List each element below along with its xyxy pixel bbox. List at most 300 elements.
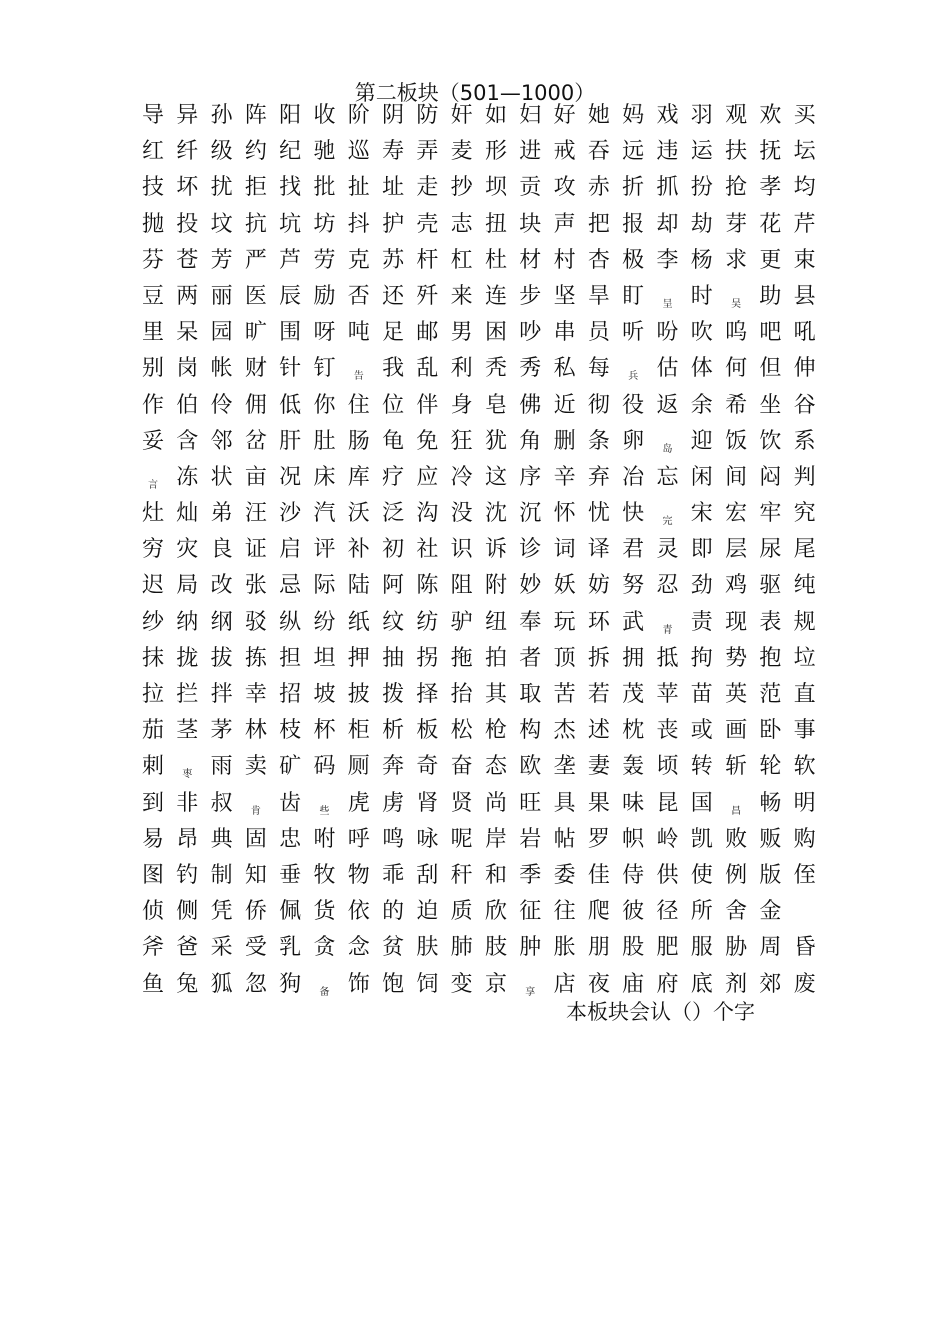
char-cell: 弃 [587,464,610,490]
char-row [135,279,820,315]
char-cell: 佩 [279,899,302,925]
char-cell: 奇 [416,754,439,780]
char-cell: 郊 [759,971,782,997]
char-cell: 闲 [690,464,713,490]
char-cell: 奸 [450,103,473,128]
char-cell: 奉 [519,609,542,635]
char-cell: 斩 [725,754,748,780]
char-cell: 刺 [141,754,164,780]
char-cell: 势 [725,645,748,671]
char-cell: 欣 [484,899,507,925]
char-cell: 红 [141,139,164,165]
char-cell: 帜 [622,826,645,852]
char-cell: 沈 [484,501,507,527]
char-cell: 坡 [313,682,336,707]
char-cell: 系 [793,428,816,454]
char-cell: 龟 [382,428,405,454]
char-cell: 寿 [382,139,405,165]
char-cell: 纷 [313,609,336,635]
char-cell: 秀 [519,356,542,382]
char-cell: 直 [793,682,816,707]
char-cell: 没 [450,501,473,527]
char-cell: 供 [656,862,679,888]
char-cell: 物 [347,862,370,888]
char-cell: 来 [450,283,473,309]
char-cell: 围 [279,320,302,346]
char-row [135,605,820,641]
char-cell: 委 [553,862,576,888]
char-cell: 述 [587,718,610,744]
char-cell: 违 [656,139,679,165]
char-cell: 肿 [519,935,542,961]
char-cell: 肺 [450,935,473,961]
char-cell: 扶 [725,139,748,165]
char-cell: 步 [519,283,542,309]
char-cell: 乳 [279,935,302,961]
char-cell: 吞 [587,139,610,165]
char-row [135,568,820,604]
char-cell: 彻 [587,392,610,418]
char-cell: 侍 [622,862,645,888]
char-row [135,786,820,822]
char-cell: 弟 [210,501,233,527]
char-cell: 她 [587,103,610,128]
char-cell: 爬 [587,899,610,925]
char-cell: 妨 [587,573,610,599]
char-cell [787,894,823,930]
char-cell: 罗 [587,826,610,852]
char-cell: 言 [148,479,158,491]
char-cell: 巡 [347,139,370,165]
char-cell: 吼 [793,320,816,346]
char-cell: 良 [210,537,233,563]
char-cell: 抗 [244,211,267,237]
char-cell: 兵 [628,371,639,383]
char-cell: 男 [450,320,473,346]
char-cell: 丽 [210,283,233,309]
char-cell: 尾 [793,537,816,563]
char-cell: 谷 [793,392,816,418]
char-cell: 李 [656,247,679,273]
char-cell: 纵 [279,609,302,635]
char-cell: 麦 [450,139,473,165]
char-cell: 沙 [279,501,302,527]
char-cell: 我 [382,356,405,382]
char-cell: 采 [210,935,233,961]
char-cell: 刮 [416,862,439,888]
char-cell: 抱 [759,645,782,671]
char-cell: 坑 [279,211,302,237]
char-cell: 孝 [759,175,782,201]
char-cell: 拒 [244,175,267,201]
char-cell: 但 [759,356,782,382]
char-cell: 雨 [210,754,233,780]
char-cell: 抹 [141,645,164,671]
char-cell: 爸 [176,935,199,961]
char-cell: 苍 [176,247,199,273]
char-cell: 妈 [622,103,645,128]
char-row [135,713,820,749]
char-cell: 松 [450,718,473,744]
char-cell: 剂 [725,971,748,997]
char-cell: 伯 [176,392,199,418]
char-cell: 抚 [759,139,782,165]
char-cell: 体 [690,356,713,382]
char-cell: 责 [690,609,713,635]
char-cell: 坊 [313,211,336,237]
char-cell: 呀 [313,320,336,346]
char-cell: 周 [759,935,782,961]
char-cell: 皂 [484,392,507,418]
char-cell: 听 [622,320,645,346]
char-cell: 抄 [450,175,473,201]
char-cell: 朋 [587,935,610,961]
char-row [135,641,820,677]
char-cell: 钓 [176,862,199,888]
char-cell: 足 [382,320,405,346]
char-cell: 转 [690,754,713,780]
char-cell: 辰 [279,283,302,309]
char-cell: 位 [382,392,405,418]
char-cell: 征 [519,899,542,925]
char-cell: 拥 [622,645,645,671]
char-cell: 杆 [416,247,439,273]
char-cell: 补 [347,537,370,563]
char-cell: 茄 [141,718,164,744]
char-cell: 励 [313,283,336,309]
char-cell: 花 [759,211,782,237]
char-cell: 妙 [519,573,542,599]
char-cell: 饮 [759,428,782,454]
char-cell: 希 [725,392,748,418]
char-cell: 知 [244,862,267,888]
char-cell: 庙 [622,971,645,997]
char-cell: 闷 [759,464,782,490]
char-cell: 弄 [416,139,439,165]
char-cell: 岸 [484,826,507,852]
char-cell: 财 [244,356,267,382]
char-cell: 余 [690,392,713,418]
char-row [135,894,820,930]
char-cell: 质 [450,899,473,925]
char-cell: 里 [141,320,164,346]
char-cell: 求 [725,247,748,273]
char-cell: 购 [793,826,816,852]
footer-prompt: 本板块会认（）个字 [566,1000,755,1024]
char-cell: 近 [553,392,576,418]
char-cell: 含 [176,428,199,454]
char-cell: 范 [759,682,782,707]
char-cell: 呢 [450,826,473,852]
char-cell: 犹 [484,428,507,454]
char-cell: 咏 [416,826,439,852]
char-cell: 启 [279,537,302,563]
char-cell: 纯 [793,573,816,599]
char-row [135,170,820,206]
char-cell: 芦 [279,247,302,273]
char-cell: 初 [382,537,405,563]
char-cell: 劫 [690,211,713,237]
char-cell: 构 [519,718,542,744]
char-cell: 冶 [622,464,645,490]
char-cell: 伴 [416,392,439,418]
char-cell: 贩 [759,826,782,852]
char-cell: 彼 [622,899,645,925]
char-cell: 如 [484,103,507,128]
char-cell: 忽 [244,971,267,997]
char-cell: 材 [519,247,542,273]
char-cell: 块 [519,211,542,237]
char-cell: 间 [725,464,748,490]
char-cell: 苹 [656,682,679,707]
char-cell: 识 [450,537,473,563]
char-cell: 软 [793,754,816,780]
char-cell: 扮 [690,175,713,201]
char-cell: 的 [382,899,405,925]
char-cell: 苦 [553,682,576,707]
char-cell: 所 [690,899,713,925]
char-cell: 肚 [313,428,336,454]
char-cell: 冻 [176,464,199,490]
char-cell: 妇 [519,103,542,128]
char-cell: 择 [416,682,439,707]
char-cell: 均 [793,175,816,201]
char-cell: 取 [519,682,542,707]
char-cell: 沃 [347,501,370,527]
char-cell: 钉 [313,356,336,382]
char-cell: 坛 [793,139,816,165]
char-cell: 吴 [731,298,742,310]
char-cell: 受 [244,935,267,961]
char-cell: 股 [622,935,645,961]
char-cell: 纸 [347,609,370,635]
char-cell: 吵 [519,320,542,346]
char-cell: 抓 [656,175,679,201]
char-cell: 迎 [690,428,713,454]
char-row [135,243,820,279]
char-cell: 形 [484,139,507,165]
char-cell: 陈 [416,573,439,599]
char-cell: 茂 [622,682,645,707]
char-cell: 疗 [382,464,405,490]
char-cell: 驴 [450,609,473,635]
char-cell: 垃 [793,645,816,671]
char-cell: 昏 [793,935,816,961]
char-cell: 收 [313,103,336,128]
char-cell: 枪 [484,718,507,744]
char-cell: 拆 [587,645,610,671]
char-cell: 狂 [450,428,473,454]
char-cell: 昂 [176,826,199,852]
char-cell: 顷 [656,754,679,780]
char-cell: 尚 [484,790,507,816]
char-cell: 约 [244,139,267,165]
char-cell: 克 [347,247,370,273]
char-cell: 店 [553,971,576,997]
char-cell: 其 [484,682,507,707]
char-cell: 阻 [450,573,473,599]
char-cell: 完 [662,516,673,528]
char-cell: 肤 [416,935,439,961]
char-cell: 壳 [416,211,439,237]
char-cell: 芹 [793,211,816,237]
char-cell: 估 [656,356,679,382]
char-row [135,677,820,713]
char-cell: 舍 [725,899,748,925]
char-cell: 纹 [382,609,405,635]
char-row [135,424,820,460]
char-cell: 肾 [416,790,439,816]
char-cell: 抽 [382,645,405,671]
char-cell: 享 [525,986,536,998]
char-cell: 吧 [759,320,782,346]
char-cell: 羽 [690,103,713,128]
char-cell: 改 [210,573,233,599]
char-cell: 芽 [725,211,748,237]
char-cell: 冷 [450,464,473,490]
char-cell: 贡 [519,175,542,201]
char-cell: 废 [793,971,816,997]
char-cell: 变 [450,971,473,997]
char-cell: 时 [690,283,713,309]
char-cell: 盯 [622,283,645,309]
char-cell: 拖 [450,645,473,671]
char-cell: 驳 [244,609,267,635]
char-cell: 助 [759,283,782,309]
char-cell: 灿 [176,501,199,527]
char-cell: 况 [279,464,302,490]
char-cell: 园 [210,320,233,346]
char-cell: 秆 [450,862,473,888]
char-cell: 虎 [347,790,370,816]
char-cell: 披 [347,682,370,707]
char-cell: 鸡 [725,573,748,599]
char-cell: 欧 [519,754,542,780]
char-cell: 枣 [182,769,193,781]
char-cell: 厕 [347,754,370,780]
char-cell: 青 [662,624,673,636]
char-cell: 奔 [382,754,405,780]
char-cell: 苏 [382,247,405,273]
char-cell: 努 [622,573,645,599]
char-cell: 杰 [553,718,576,744]
char-cell: 饰 [347,971,370,997]
char-cell: 茎 [176,718,199,744]
char-row [135,351,820,387]
char-cell: 依 [347,899,370,925]
char-cell: 府 [656,971,679,997]
char-cell: 凭 [210,899,233,925]
char-cell: 找 [279,175,302,201]
char-cell: 些 [319,805,330,817]
char-cell: 和 [484,862,507,888]
char-cell: 层 [725,537,748,563]
char-cell: 卧 [759,718,782,744]
char-cell: 凯 [690,826,713,852]
char-cell: 进 [519,139,542,165]
char-cell: 到 [141,790,164,816]
char-cell: 诉 [484,537,507,563]
char-cell: 芬 [141,247,164,273]
char-cell: 吨 [347,320,370,346]
char-cell: 辛 [553,464,576,490]
char-cell: 孙 [210,103,233,128]
char-cell: 往 [553,899,576,925]
char-cell: 社 [416,537,439,563]
char-cell: 国 [690,790,713,816]
char-cell: 这 [484,464,507,490]
char-cell: 使 [690,862,713,888]
char-cell: 货 [313,899,336,925]
char-cell: 杨 [690,247,713,273]
char-cell: 纱 [141,609,164,635]
char-cell: 词 [553,537,576,563]
char-cell: 侨 [244,899,267,925]
char-cell: 岗 [176,356,199,382]
char-cell: 严 [244,247,267,273]
char-cell: 买 [793,103,816,128]
char-cell: 你 [313,392,336,418]
char-cell: 咐 [313,826,336,852]
char-cell: 牢 [759,501,782,527]
char-cell: 欢 [759,103,782,128]
char-cell: 卵 [622,428,645,454]
char-cell: 京 [484,971,507,997]
char-cell: 运 [690,139,713,165]
char-cell: 肠 [347,428,370,454]
char-cell: 畅 [759,790,782,816]
char-cell: 抵 [656,645,679,671]
char-cell: 汽 [313,501,336,527]
char-cell: 味 [622,790,645,816]
char-cell: 扰 [210,175,233,201]
char-cell: 图 [141,862,164,888]
char-cell: 低 [279,392,302,418]
char-cell: 址 [382,175,405,201]
char-cell: 戒 [553,139,576,165]
char-row [135,98,820,134]
char-cell: 态 [484,754,507,780]
char-cell: 伸 [793,356,816,382]
char-row [135,388,820,424]
char-cell: 岛 [662,443,673,455]
char-row [135,496,820,532]
char-cell: 金 [759,899,782,925]
char-cell: 别 [141,356,164,382]
char-cell: 纲 [210,609,233,635]
char-cell: 判 [793,464,816,490]
char-cell: 攻 [553,175,576,201]
char-cell: 私 [553,356,576,382]
char-cell: 身 [450,392,473,418]
char-cell: 诊 [519,537,542,563]
char-cell: 际 [313,573,336,599]
char-cell: 忌 [279,573,302,599]
char-cell: 妥 [141,428,164,454]
char-cell: 英 [725,682,748,707]
char-row [135,134,820,170]
char-cell: 坝 [484,175,507,201]
char-cell: 伶 [210,392,233,418]
char-cell: 环 [587,609,610,635]
char-cell: 备 [319,986,330,998]
char-cell: 两 [176,283,199,309]
char-cell: 折 [622,175,645,201]
char-cell: 宏 [725,501,748,527]
char-row [135,822,820,858]
char-cell: 肥 [656,935,679,961]
char-cell: 即 [690,537,713,563]
